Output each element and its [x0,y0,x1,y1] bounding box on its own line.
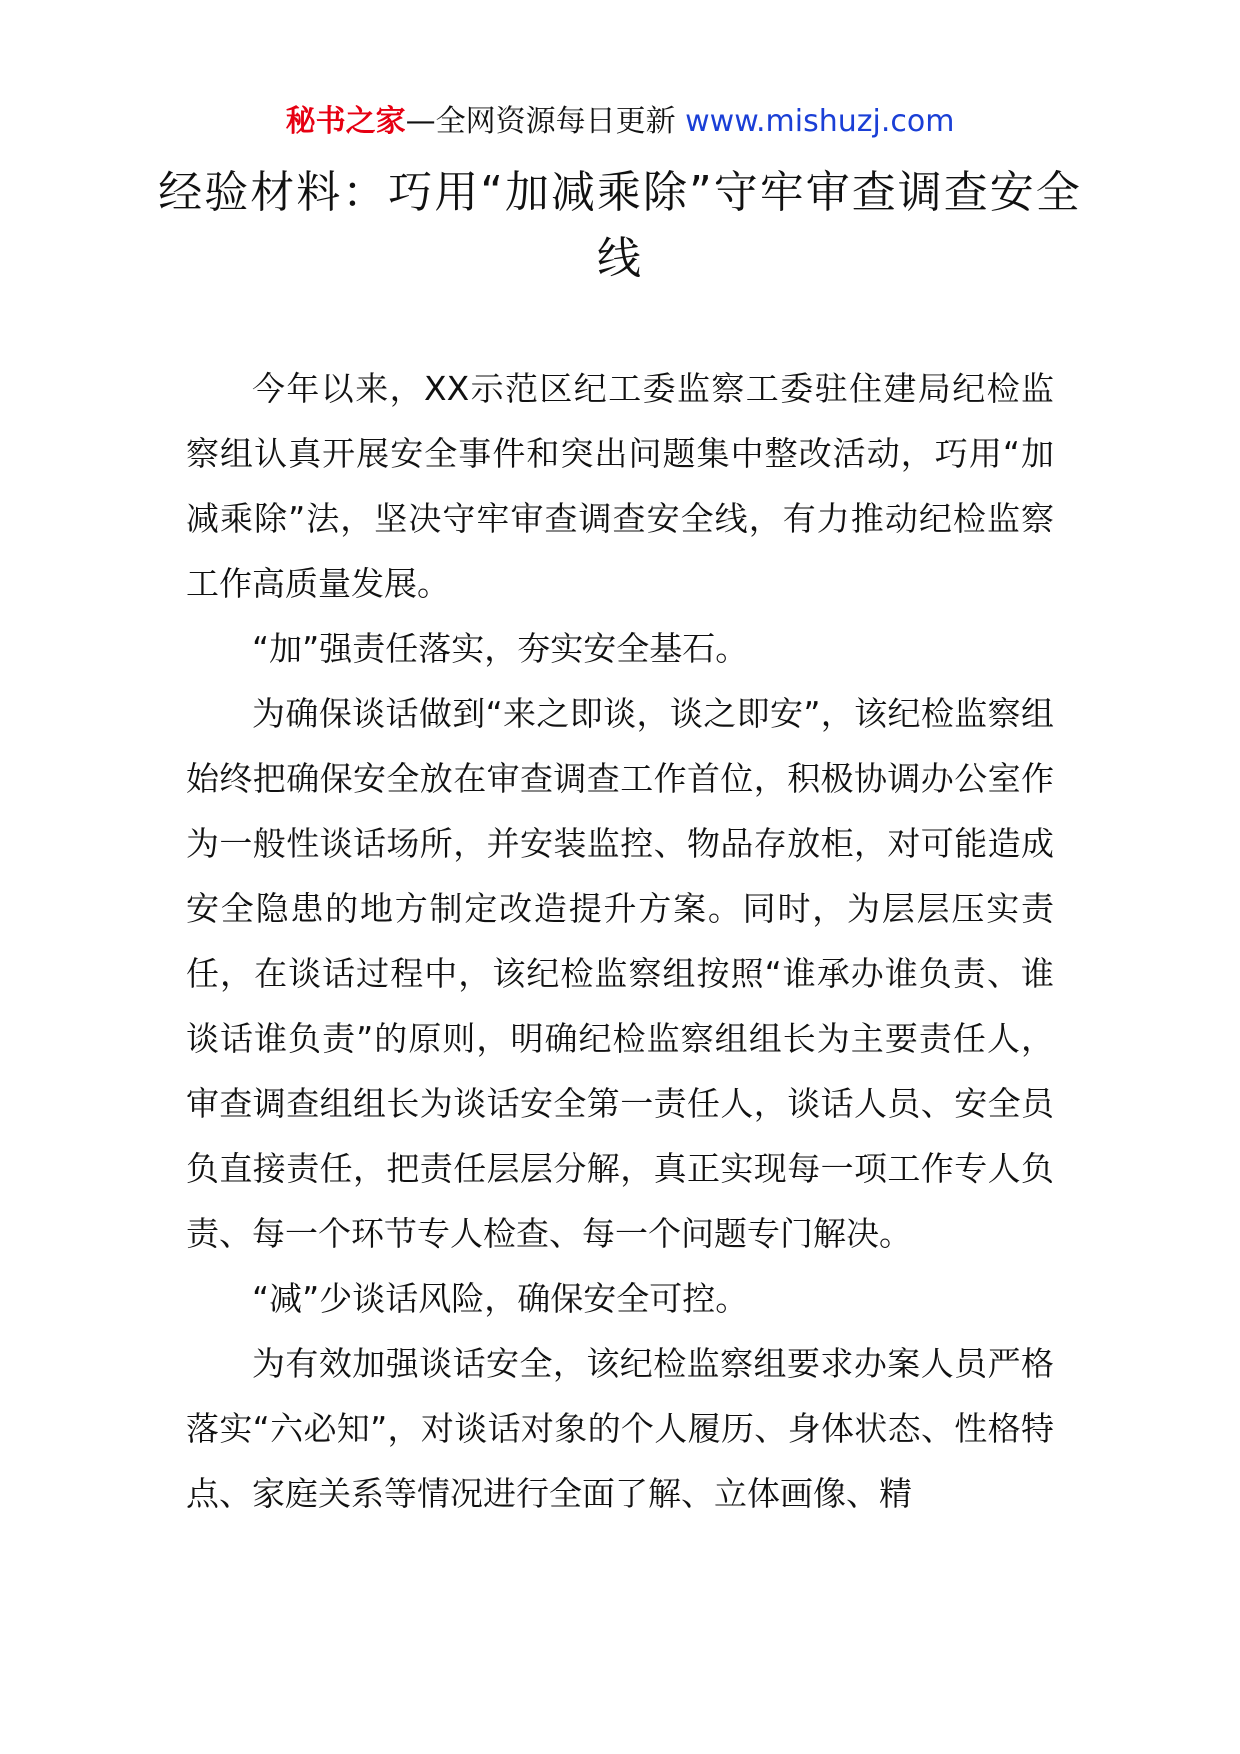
document-body [186,356,1054,1526]
section-heading-subtract: “减”少谈话风险，确保安全可控。 [252,1279,749,1318]
watermark-url[interactable]: www.mishuzj.com [685,104,955,139]
paragraph-add: 为确保谈话做到“来之即谈，谈之即安”，该纪检监察组始终把确保安全放在审查调查工作首位，积极协调办公室作为一般性谈话场所，并安装监控、物品存放柜，对可能造成安全隐患的地方制定改造提升方案。同时，为层层压实责任，在谈话过程中，该纪检监察组按照“谁承办谁负责、谁谈话谁负责”的原则，明确纪检监察组组长为主要责任人，审查调查组组长为谈话安全第一责任人，谈话人员、安全员负直接责任，把责任层层分解，真正实现每一项工作专人负责、每一个环节专人检查、每一个问题专门解决。 [186,694,1054,1253]
section-heading-add: “加”强责任落实，夯实安全基石。 [252,629,749,668]
paragraph-intro: 今年以来，XX示范区纪工委监察工委驻住建局纪检监察组认真开展安全事件和突出问题集中整改活动，巧用“加减乘除”法，坚决守牢审查调查安全线，有力推动纪检监察工作高质量发展。 [186,369,1054,603]
watermark-brand: 秘书之家 [285,104,406,139]
document-title: 经验材料：巧用“加减乘除”守牢审查调查安全线 [158,167,1082,284]
watermark-tagline: —全网资源每日更新 [405,104,676,139]
paragraph-subtract: 为有效加强谈话安全，该纪检监察组要求办案人员严格落实“六必知”，对谈话对象的个人履历、身体状态、性格特点、家庭关系等情况进行全面了解、立体画像、精 [186,1344,1054,1513]
site-watermark [0,102,1240,142]
